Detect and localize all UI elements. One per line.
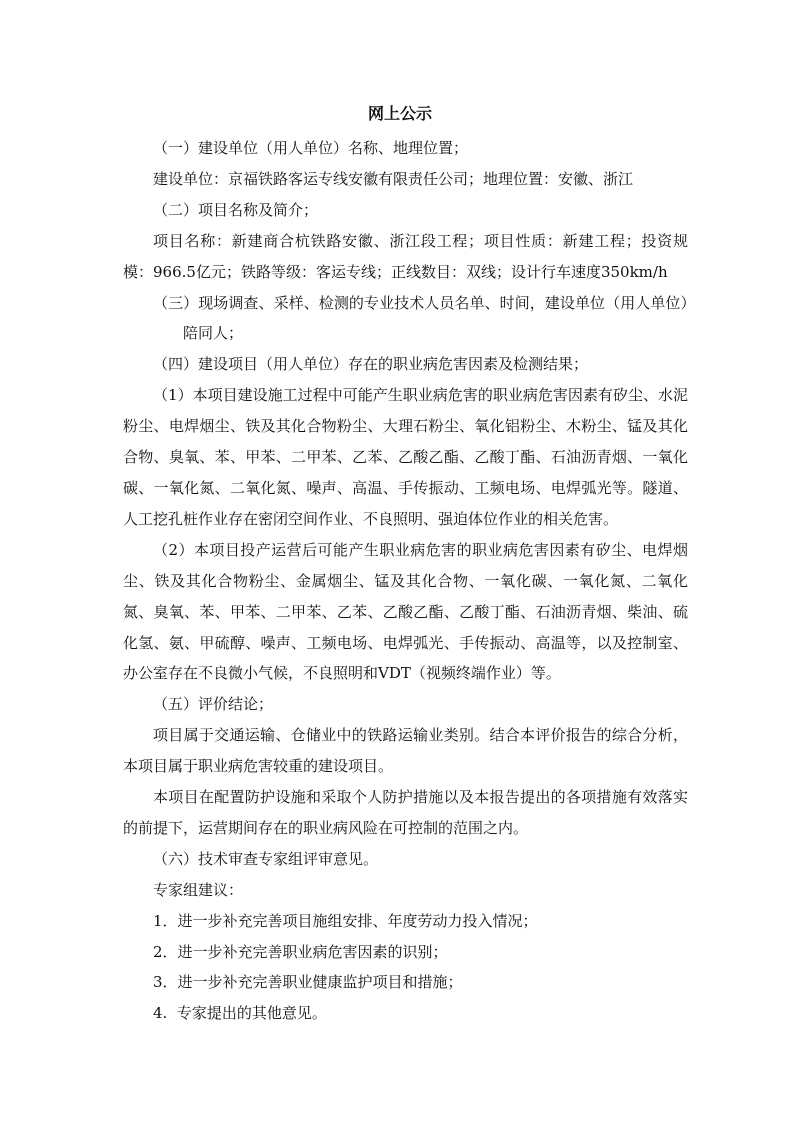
expert-intro: 专家组建议： bbox=[153, 880, 244, 899]
section-5-paragraph-1: 项目属于交通运输、仓储业中的铁路运输业类别。结合本评价报告的综合分析，本项目属于职业病危害较重的建设项目。 bbox=[123, 726, 688, 776]
section-4-paragraph-2: （2）本项目投产运营后可能产生职业病危害的职业病危害因素有矽尘、电焊烟尘、铁及其化合物粉尘、金属烟尘、锰及其化合物、一氧化碳、一氧化氮、二氧化氮、臭氧、苯、甲苯、二甲苯、乙苯、乙酸乙酯、乙酸丁酯、石油沥青烟、柴油、硫化氢、氨、甲硫醇、噪声、工频电场、电焊弧光、手传振动、高温等，以及控制室、办公室存在不良微小气候，不良照明和VDT（视频终端作业）等。 bbox=[123, 540, 688, 683]
section-4-heading: （四）建设项目（用人单位）存在的职业病危害因素及检测结果； bbox=[153, 355, 589, 374]
page-title: 网上公示 bbox=[367, 104, 432, 123]
section-1-heading: （一）建设单位（用人单位）名称、地理位置； bbox=[153, 139, 469, 157]
expert-item-1: 1．进一步补充完善项目施组安排、年度劳动力投入情况； bbox=[153, 911, 538, 930]
expert-item-4: 4. 专家提出的其他意见。 bbox=[153, 1004, 327, 1023]
section-3-heading: （三）现场调查、采样、检测的专业技术人员名单、时间，建设单位（用人单位）陪同人； bbox=[153, 293, 688, 343]
expert-item-2: 2．进一步补充完善职业病危害因素的识别； bbox=[153, 942, 448, 961]
section-5-paragraph-2: 本项目在配置防护设施和采取个人防护措施以及本报告提出的各项措施有效落实的前提下，运营期间存在的职业病风险在可控制的范围之内。 bbox=[123, 788, 688, 837]
section-6-heading: （六）技术审查专家组评审意见。 bbox=[153, 849, 379, 868]
section-4-paragraph-1: （1）本项目建设施工过程中可能产生职业病危害的职业病危害因素有矽尘、水泥粉尘、电焊烟尘、铁及其化合物粉尘、大理石粉尘、氧化铝粉尘、木粉尘、锰及其化合物、臭氧、苯、甲苯、二甲苯、乙苯、乙酸乙酯、乙酸丁酯、石油沥青烟、一氧化碳、一氧化氮、二氧化氮、噪声、高温、手传振动、工频电场、电焊弧光等。隧道、人工挖孔桩作业存在密闭空间作业、不良照明、强迫体位作业的相关危害。 bbox=[123, 386, 688, 528]
section-5-heading: （五）评价结论； bbox=[153, 695, 274, 714]
expert-item-3: 3．进一步补充完善职业健康监护项目和措施； bbox=[153, 973, 463, 992]
section-1-text: 建设单位：京福铁路客运专线安徽有限责任公司；地理位置：安徽、浙江 bbox=[153, 169, 634, 188]
document-body bbox=[123, 133, 688, 1029]
section-2-text: 项目名称：新建商合杭铁路安徽、浙江段工程；项目性质：新建工程；投资规模：966.5亿元；铁路等级：客运专线；正线数目：双线；设计行车速度350km/h bbox=[123, 231, 688, 281]
section-2-heading: （二）项目名称及简介； bbox=[153, 200, 319, 219]
